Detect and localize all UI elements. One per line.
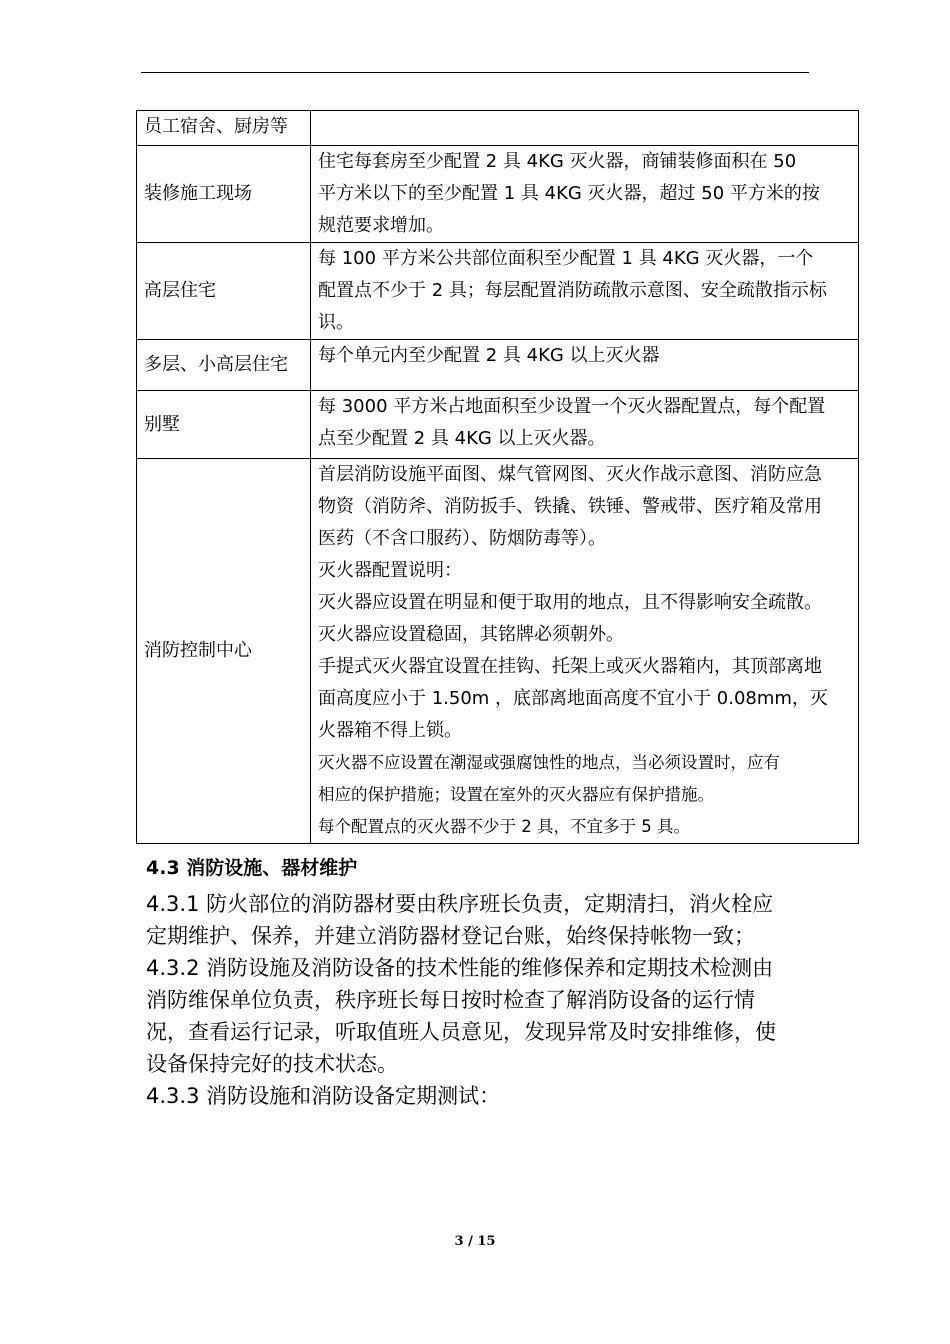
body-line: 消防维保单位负责，秩序班长每日按时检查了解消防设备的运行情 [146,988,755,1012]
row-label: 消防控制中心 [137,459,311,844]
row-label: 别墅 [137,391,311,459]
table-row [137,391,859,459]
content-line: 物资（消防斧、消防扳手、铁撬、铁锤、警戒带、医疗箱及常用 [318,496,822,517]
table-row [137,111,859,146]
section-title: 4.3 消防设施、器材维护 [146,857,358,879]
content-line: 每个单元内至少配置 2 具 4KG 以上灭火器 [318,345,660,366]
body-line: 4.3.2 消防设施及消防设备的技术性能的维修保养和定期技术检测由 [146,956,774,980]
body-line: 况，查看运行记录，听取值班人员意见，发现异常及时安排维修，使 [146,1020,776,1044]
body-line: 设备保持完好的技术状态。 [146,1052,398,1076]
content-line: 规范要求增加。 [318,215,444,236]
content-line: 灭火器不应设置在潮湿或强腐蚀性的地点，当必须设置时，应有 [318,753,780,772]
row-label: 装修施工现场 [137,146,311,243]
content-line: 每个配置点的灭火器不少于 2 具，不宜多于 5 具。 [318,817,690,836]
content-line: 医药（不含口服药）、防烟防毒等）。 [318,528,606,549]
content-line: 灭火器配置说明： [318,560,462,581]
row-label: 高层住宅 [137,243,311,340]
content-line: 面高度应小于 1.50m ，底部离地面高度不宜小于 0.08mm，灭 [318,688,828,709]
table-row [137,459,859,844]
row-content [311,340,859,391]
row-content [311,111,859,146]
content-line: 相应的保护措施；设置在室外的灭火器应有保护措施。 [318,785,714,804]
table-row [137,146,859,243]
body-line: 定期维护、保养，并建立消防器材登记台账，始终保持帐物一致； [146,924,755,948]
section-4-3 [146,856,826,1112]
body-line: 4.3.3 消防设施和消防设备定期测试： [146,1084,501,1108]
content-line: 每 100 平方米公共部位面积至少配置 1 具 4KG 灭火器，一个 [318,248,814,269]
content-line: 灭火器应设置稳固，其铭牌必须朝外。 [318,624,624,645]
body-line: 4.3.1 防火部位的消防器材要由秩序班长负责，定期清扫，消火栓应 [146,892,774,916]
fire-extinguisher-config-table [136,110,859,844]
row-label: 多层、小高层住宅 [137,340,311,391]
row-label: 员工宿舍、厨房等 [137,111,311,146]
content-line: 火器箱不得上锁。 [318,720,462,741]
row-content [311,146,859,243]
page-number: 3 / 15 [454,1234,496,1249]
row-content [311,459,859,844]
content-line: 识。 [318,312,354,333]
content-line: 平方米以下的至少配置 1 具 4KG 灭火器，超过 50 平方米的按 [318,183,820,204]
content-line: 手提式灭火器宜设置在挂钩、托架上或灭火器箱内，其顶部离地 [318,656,822,677]
content-line: 住宅每套房至少配置 2 具 4KG 灭火器，商铺装修面积在 50 [318,151,797,172]
content-line: 首层消防设施平面图、煤气管网图、灭火作战示意图、消防应急 [318,464,822,485]
content-line: 点至少配置 2 具 4KG 以上灭火器。 [318,428,606,449]
header-rule [141,72,809,73]
table-row [137,243,859,340]
content-line: 配置点不少于 2 具；每层配置消防疏散示意图、安全疏散指示标 [318,280,827,301]
row-content [311,243,859,340]
table-row [137,340,859,391]
content-line: 灭火器应设置在明显和便于取用的地点，且不得影响安全疏散。 [318,592,822,613]
content-line: 每 3000 平方米占地面积至少设置一个灭火器配置点，每个配置 [318,396,826,417]
row-content [311,391,859,459]
